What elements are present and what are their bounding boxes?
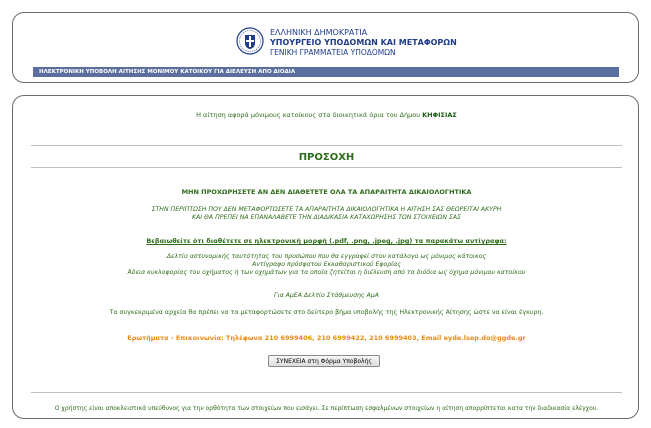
documents-heading: Βεβαιωθείτε ότι διαθέτετε σε ηλεκτρονική μορφή (.pdf, .png, .jpeg, .jpg) τα παρακάτω αντίγραφα:	[146, 237, 507, 245]
page-title-bar: ΗΛΕΚΤΡΟΝΙΚΗ ΥΠΟΒΟΛΗ ΑΙΤΗΣΗΣ ΜΟΝΙΜΟΥ ΚΑΤΟΙΚΟΥ ΓΙΑ ΔΙΕΛΕΥΣΗ ΑΠΟ ΔΙΟΔΙΑ	[33, 67, 619, 77]
intro-text	[13, 111, 640, 119]
contact-info: Ερωτήματα - Επικοινωνία: Τηλέφωνα 210 6999406, 210 6999422, 210 6999403, Email eyde.lsep.do@ggde.gr	[127, 334, 526, 342]
divider-top	[31, 145, 622, 146]
divider-bottom	[31, 392, 622, 393]
main-panel	[12, 95, 639, 419]
document-item: Δελτίο αστυνομικής ταυτότητας του προσώπου που θα εγγραφεί στον κατάλογο ως μόνιμος κάτοικος	[166, 253, 487, 260]
intro-prefix: Η αίτηση αφορά μόνιμους κατοίκους στα διοικητικά όρια του Δήμου	[196, 111, 421, 119]
header-line-3: ΓΕΝΙΚΗ ΓΡΑΜΜΑΤΕΙΑ ΥΠΟΔΟΜΩΝ	[270, 48, 396, 57]
divider-warning	[31, 167, 622, 168]
header-line-2: ΥΠΟΥΡΓΕΙΟ ΥΠΟΔΟΜΩΝ ΚΑΙ ΜΕΤΑΦΟΡΩΝ	[270, 38, 457, 47]
upload-note: Τα συγκεκριμένα αρχεία θα πρέπει να τα μεταφορτώσετε στο δεύτερο βήμα υποβολής της Ηλεκτρονικής Αίτησης ώστε να είναι έγκυρη.	[109, 309, 544, 316]
ministry-title	[270, 28, 457, 58]
warning-italic-1: ΣΤΗΝ ΠΕΡΙΠΤΩΣΗ ΠΟΥ ΔΕΝ ΜΕΤΑΦΟΡΤΩΣΕΤΕ ΤΑ ΑΠΑΡΑΙΤΗΤΑ ΔΙΚΑΙΟΛΟΓΗΤΙΚΑ Η ΑΙΤΗΣΗ ΣΑΣ ΘΕΩΡΕΙΤΑΙ ΑΚΥΡΗ	[151, 206, 502, 213]
document-item: Άδεια κυκλοφορίας του οχήματος ή των οχημάτων για τα οποία ζητείται η διέλευση από τα διόδια ως όχημα μόνιμου κατοίκου	[127, 269, 526, 276]
ministry-logo	[236, 27, 457, 65]
document-item: Αντίγραφο πρόσφατου Εκκαθαριστικού Εφορίας	[252, 261, 401, 268]
amea-note: Για ΑμΕΑ Δελτίο Στάθμευσης ΑμΑ	[274, 292, 379, 299]
continue-button[interactable]: ΣΥΝΕΧΕΙΑ στη Φόρμα Υποβολής	[268, 355, 380, 367]
warning-title: ΠΡΟΣΟΧΗ	[298, 152, 355, 163]
header-panel	[12, 12, 639, 83]
warning-bold: ΜΗΝ ΠΡΟΧΩΡΗΣΕΤΕ ΑΝ ΔΕΝ ΔΙΑΘΕΤΕΤΕ ΟΛΑ ΤΑ ΑΠΑΡΑΙΤΗΤΑ ΔΙΚΑΙΟΛΟΓΗΤΙΚΑ	[181, 188, 472, 196]
warning-italic-2: ΚΑΙ ΘΑ ΠΡΕΠΕΙ ΝΑ ΕΠΑΝΑΛΑΒΕΤΕ ΤΗΝ ΔΙΑΔΙΚΑΣΙΑ ΚΑΤΑΧΩΡΗΣΗΣ ΤΩΝ ΣΤΟΙΧΕΙΩΝ ΣΑΣ	[191, 214, 462, 221]
municipality-name: ΚΗΦΙΣΙΑΣ	[422, 111, 457, 119]
footer-disclaimer: Ο χρήστης είναι αποκλειστικά υπεύθυνος για την ορθότητα των στοιχείων που εισάγει. Σε περίπτωση εσφαλμένων στοιχείων η αίτηση απορρίπτεται κατα την διαδικασία ελέγχου.	[54, 405, 599, 412]
header-line-1: ΕΛΛΗΝΙΚΗ ΔΗΜΟΚΡΑΤΙΑ	[270, 28, 368, 37]
greek-coat-of-arms-icon	[236, 27, 264, 55]
